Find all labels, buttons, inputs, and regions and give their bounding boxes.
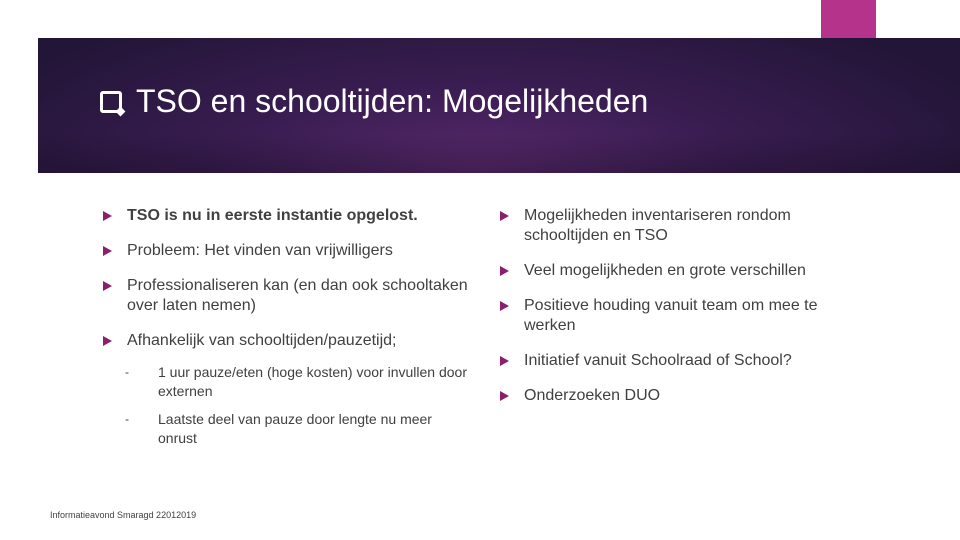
list-item	[500, 351, 870, 371]
arrow-bullet-icon	[103, 336, 112, 346]
arrow-bullet-icon	[500, 211, 509, 221]
sub-list-item	[103, 363, 473, 401]
list-item-text: Afhankelijk van schooltijden/pauzetijd;	[127, 332, 397, 349]
checkbox-bullet-icon	[100, 91, 122, 113]
list-item-text: Mogelijkheden inventariseren rondom schooltijden en TSO	[524, 207, 791, 244]
dash-bullet: -	[125, 365, 129, 379]
dash-bullet: -	[125, 412, 129, 426]
sub-list-item-text: Laatste deel van pauze door lengte nu meer onrust	[158, 411, 432, 446]
sub-list-item	[103, 410, 473, 448]
sub-list-item-text: 1 uur pauze/eten (hoge kosten) voor invullen door externen	[158, 364, 467, 399]
list-item-text: Veel mogelijkheden en grote verschillen	[524, 262, 806, 279]
list-item-text: Probleem: Het vinden van vrijwilligers	[127, 242, 393, 259]
list-item-text: TSO is nu in eerste instantie opgelost.	[127, 207, 418, 224]
slide-title	[100, 83, 648, 120]
list-item	[500, 386, 870, 406]
arrow-bullet-icon	[500, 301, 509, 311]
list-item	[500, 296, 870, 336]
right-column	[500, 206, 870, 421]
arrow-bullet-icon	[103, 281, 112, 291]
arrow-bullet-icon	[103, 246, 112, 256]
list-item	[103, 206, 473, 226]
list-item	[103, 241, 473, 261]
left-column	[103, 206, 473, 459]
footer-text: Informatieavond Smaragd 22012019	[50, 510, 197, 520]
list-item-text: Initiatief vanuit Schoolraad of School?	[524, 352, 792, 369]
slide-title-text: TSO en schooltijden: Mogelijkheden	[136, 83, 649, 119]
list-item	[500, 261, 870, 281]
arrow-bullet-icon	[500, 391, 509, 401]
arrow-bullet-icon	[500, 356, 509, 366]
list-item-text: Onderzoeken DUO	[524, 387, 661, 404]
list-item-text: Professionaliseren kan (en dan ook schooltaken over laten nemen)	[127, 277, 468, 314]
list-item-text: Positieve houding vanuit team om mee te werken	[524, 297, 818, 334]
list-item	[103, 276, 473, 316]
list-item	[103, 331, 473, 351]
arrow-bullet-icon	[103, 211, 112, 221]
list-item	[500, 206, 870, 246]
arrow-bullet-icon	[500, 266, 509, 276]
